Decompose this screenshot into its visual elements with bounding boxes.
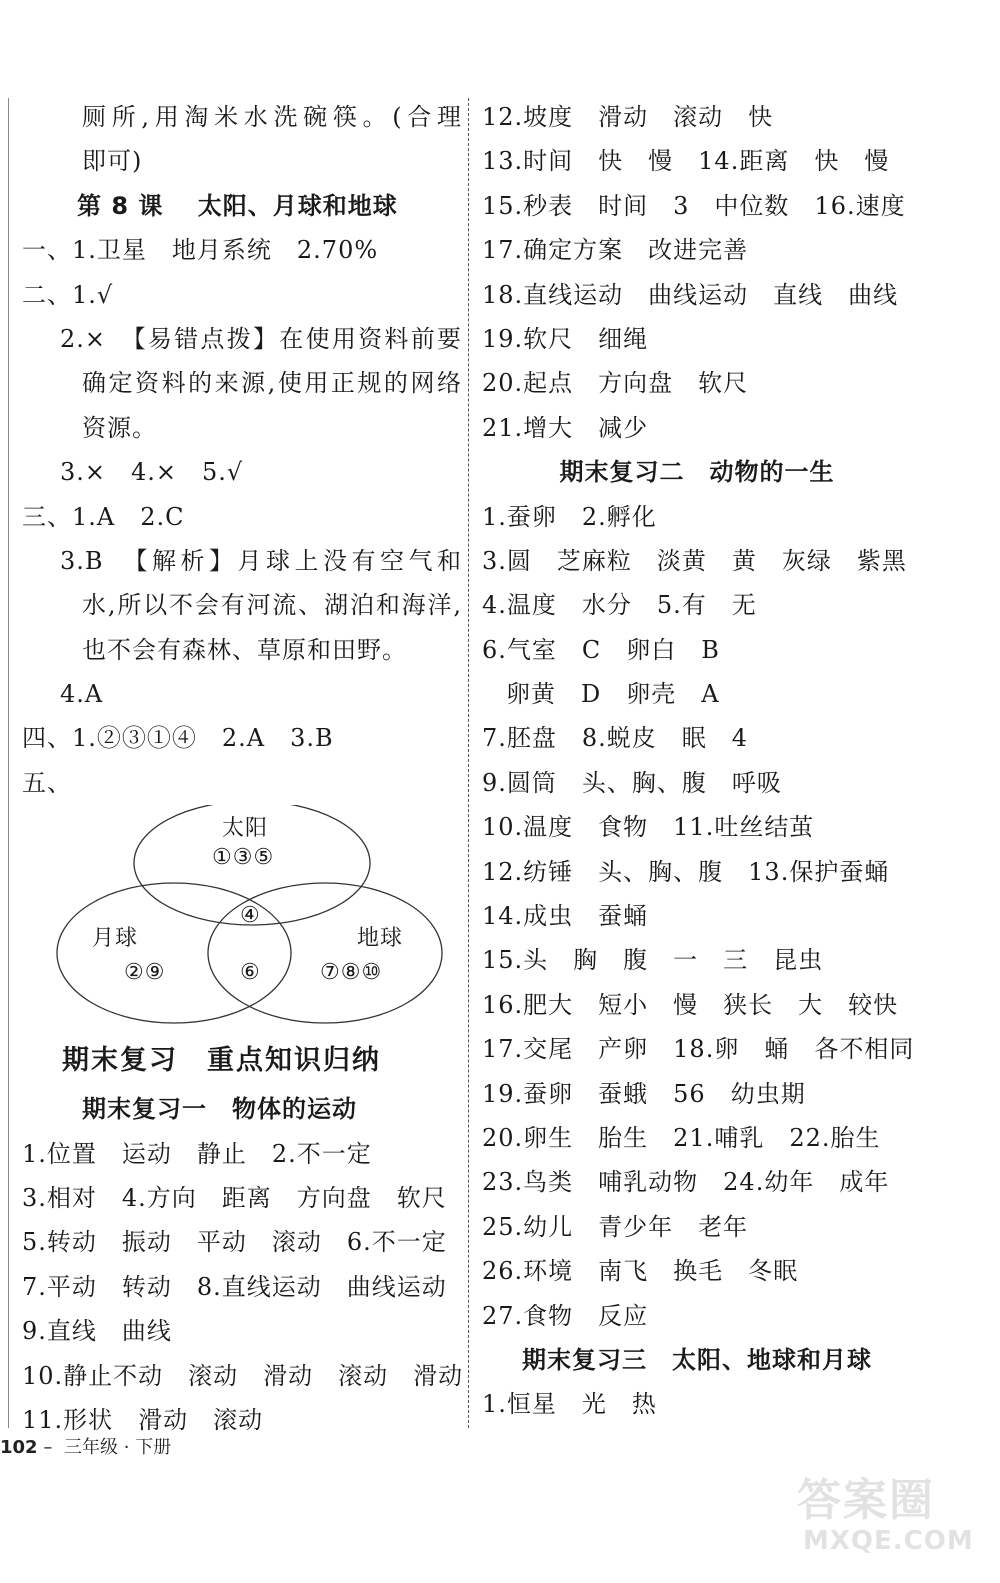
answer-line: 2.× 【易错点拨】在使用资料前要 [60,324,462,353]
answer-line: 资源。 [82,413,157,442]
answer-line: 7.胚盘 8.蜕皮 眠 4 [482,724,749,753]
venn-all-three: ④ [240,903,261,929]
watermark-url: MXQE.COM [803,1526,974,1556]
venn-sun-only: ①③⑤ [212,845,275,871]
answer-line: 20.卵生 胎生 21.哺乳 22.胎生 [482,1123,881,1152]
lesson8-answers [22,228,462,805]
right-column [482,95,915,1427]
answer-line: 12.纺锤 头、胸、腹 13.保护蚕蛹 [482,857,890,886]
answer-line: 16.肥大 短小 慢 狭长 大 较快 [482,990,899,1019]
review1-continued-answers [482,95,912,450]
answer-line: 1.恒星 光 热 [482,1390,657,1419]
answer-line: 确定资料的来源,使用正规的网络 [82,369,462,398]
answer-line: 4.A [60,680,104,709]
answer-line: 17.确定方案 改进完善 [482,236,749,265]
answer-line: 25.幼儿 青少年 老年 [482,1212,749,1241]
answer-line: 7.平动 转动 8.直线运动 曲线运动 [22,1272,447,1301]
answer-line: 19.软尺 细绳 [482,324,649,353]
watermark-logo-text: 答案圈 [797,1475,935,1526]
answer-line: 5.转动 振动 平动 滚动 6.不一定 [22,1228,447,1257]
answer-line: 一、1.卫星 地月系统 2.70% [22,236,379,265]
answer-line: 厕所,用淘米水洗碗筷。(合理 [82,103,462,131]
answer-line: 4.温度 水分 5.有 无 [482,591,757,620]
left-top-lines [22,95,462,184]
answer-line: 26.环境 南飞 换毛 冬眠 [482,1257,799,1286]
answer-line: 6.气室 C 卵白 B [482,635,720,664]
answer-line: 9.圆筒 头、胸、腹 呼吸 [482,768,782,797]
answer-line: 21.增大 减少 [482,413,649,442]
answer-line: 五、 [22,768,72,797]
answer-line: 23.鸟类 哺乳动物 24.幼年 成年 [482,1168,890,1197]
watermark [797,1464,982,1569]
answer-line: 即可) [82,147,143,176]
answer-line: 也不会有森林、草原和田野。 [82,635,407,664]
footer-grade: 三年级 [64,1437,119,1458]
answer-line: 17.交尾 产卵 18.卵 蛹 各不相同 [482,1035,915,1064]
venn-diagram [22,805,462,1035]
answer-line: 二、1.√ [22,280,114,309]
answer-line: 1.蚕卵 2.孵化 [482,502,657,531]
lesson8-title: 第 8 课 太阳、月球和地球 [77,191,398,220]
answer-line: 三、1.A 2.C [22,502,185,531]
left-margin-rule [8,98,9,1428]
review2-title: 期末复习二 动物的一生 [559,458,835,487]
answer-line: 3.× 4.× 5.√ [60,458,244,487]
answer-line: 12.坡度 滑动 滚动 快 [482,103,774,131]
answer-line: 卵黄 D 卵壳 A [506,680,720,709]
answer-line: 1.位置 运动 静止 2.不一定 [22,1139,372,1168]
answer-line: 20.起点 方向盘 软尺 [482,369,749,398]
answer-line: 10.温度 食物 11.吐丝结茧 [482,813,815,842]
venn-sun-label: 太阳 [222,816,269,842]
venn-earth-label: 地球 [357,926,404,952]
answer-line: 15.秒表 时间 3 中位数 16.速度 [482,191,906,220]
answer-line: 9.直线 曲线 [22,1317,172,1346]
answer-line: 14.成虫 蚕蛹 [482,902,649,931]
venn-moon-only: ②⑨ [124,960,166,986]
venn-moon-earth: ⑥ [240,960,261,986]
footer-dot: · [123,1437,130,1458]
page-number: 102 [0,1437,38,1458]
footer-volume: 下册 [135,1437,172,1458]
answer-line: 13.时间 快 慢 14.距离 快 慢 [482,147,890,176]
answer-line: 11.形状 滑动 滚动 [22,1405,264,1434]
review1-title: 期末复习一 物体的运动 [82,1095,357,1124]
review2-answers [482,495,915,1338]
answer-line: 19.蚕卵 蚕蛾 56 幼虫期 [482,1079,806,1108]
answer-line: 27.食物 反应 [482,1301,649,1330]
venn-moon-label: 月球 [92,926,139,952]
page-footer [0,1433,171,1459]
review3-answers [482,1382,912,1426]
answer-line: 10.静止不动 滚动 滑动 滚动 滑动 [22,1361,464,1390]
review3-title: 期末复习三 太阳、地球和月球 [522,1345,872,1374]
column-divider [468,98,469,1428]
answer-line: 四、1.②③①④ 2.A 3.B [22,724,334,753]
answer-line: 3.B 【解析】月球上没有空气和 [60,546,462,575]
answer-line: 3.相对 4.方向 距离 方向盘 软尺 [22,1184,447,1213]
venn-earth-only: ⑦⑧⑩ [320,960,383,986]
answer-line: 3.圆 芝麻粒 淡黄 黄 灰绿 紫黑 [482,546,907,575]
left-column [22,95,462,1442]
answer-line: 水,所以不会有河流、湖泊和海洋, [82,591,462,620]
answer-line: 15.头 胸 腹 一 三 昆虫 [482,946,824,975]
answer-line: 18.直线运动 曲线运动 直线 曲线 [482,280,899,309]
footer-dash: – [43,1437,53,1458]
review-title: 期末复习 重点知识归纳 [62,1045,381,1077]
review1-answers [22,1132,462,1443]
